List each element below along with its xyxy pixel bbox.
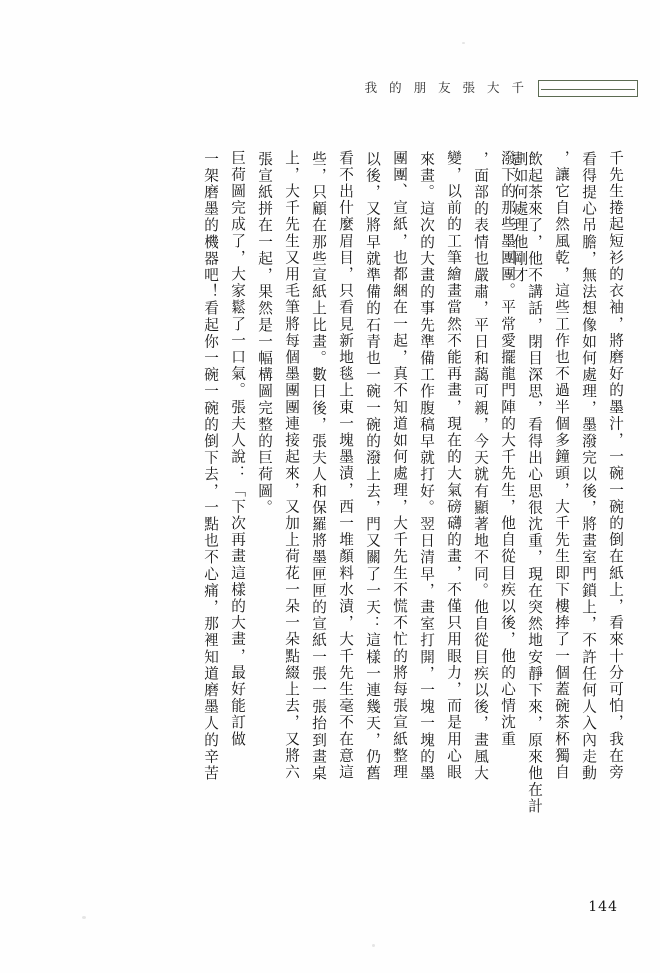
page-header xyxy=(0,78,660,108)
header-ornament xyxy=(538,80,638,97)
text-column: 潑下的那些墨團團。平常愛擺龍門陣的大千先生，他自從目疾以後，他的心情沈重 xyxy=(499,150,516,748)
scan-speck xyxy=(372,944,375,947)
text-column: 來畫。這次的大畫的事先準備工作腹稿早就打好。翌日清早，畫室打開，一塊一塊的墨 xyxy=(418,151,435,782)
text-column: 看不出什麼眉目，只看見新地毯上東一塊墨漬，西一堆顏料水漬，大千先生毫不在意這 xyxy=(337,150,354,781)
text-column: 看得提心吊膽，無法想像如何處理，墨潑完以後，將畫室門鎖上，不許任何人入內走動 xyxy=(580,151,597,782)
text-column: 些，只顧在那些宣紙上比畫。數日後，張夫人和保羅將墨匣匣的宣紙一張一張抬到畫桌 xyxy=(310,151,327,782)
page-body xyxy=(44,150,622,850)
text-column: 以後，又將早就準備的石青也一碗一碗的潑上去，門又關了一天：這樣一連幾天，仍舊 xyxy=(364,151,381,782)
text-column: ，面部的表情也嚴肅，平日和藹可親，今天就有顯著地不同。他自從目疾以後，畫風大 xyxy=(472,151,489,782)
text-column: 上，大千先生又用毛筆將每個墨團團連接起來，又加上荷花一朵一朵點綴上去，又將六 xyxy=(283,150,300,781)
text-column: ，讓它自然風乾，這些工作也不過半個多鐘頭，大千先生即下樓捧了一個蓋碗茶杯獨自 xyxy=(553,150,570,781)
text-column: 一架磨墨的機器吧！看起你一碗一碗的倒下去，一點也不心痛，那裡知道磨墨人的辛苦 xyxy=(202,151,219,782)
scan-speck xyxy=(462,42,465,44)
text-column: 巨荷圖完成了，大家鬆了一口氣。張夫人說：「下次再畫這樣的大畫，最好能訂做 xyxy=(229,150,246,748)
text-column: 千先生捲起短衫的衣袖，將磨好的墨汁，一碗一碗的倒在紙上，看來十分可怕，我在旁 xyxy=(607,150,624,781)
text-column: 團團、宣紙，也都綑在一起，真不知道如何處理，大千先生不慌不忙的將每張宣紙整理 xyxy=(391,150,408,781)
scan-speck xyxy=(82,916,86,919)
running-head: 我 的 朋 友 張 大 千 xyxy=(364,80,528,95)
page-number: 144 xyxy=(588,899,618,915)
text-column: 飲起茶來了，他不講話，閉目深思，看得出心思很沈重，現在突然地安靜下來，原來他在計劃如何處理他剛才 xyxy=(511,151,543,815)
header-ornament-line xyxy=(541,89,635,90)
text-column: 張宣紙拼在一起，果然是一幅構圖完整的巨荷圖。 xyxy=(256,151,273,517)
text-columns xyxy=(44,150,622,850)
text-column: 變，以前的工筆繪畫當然不能再畫，現在的大氣磅礴的畫，不僅只用眼力，而是用心眼 xyxy=(445,150,462,781)
